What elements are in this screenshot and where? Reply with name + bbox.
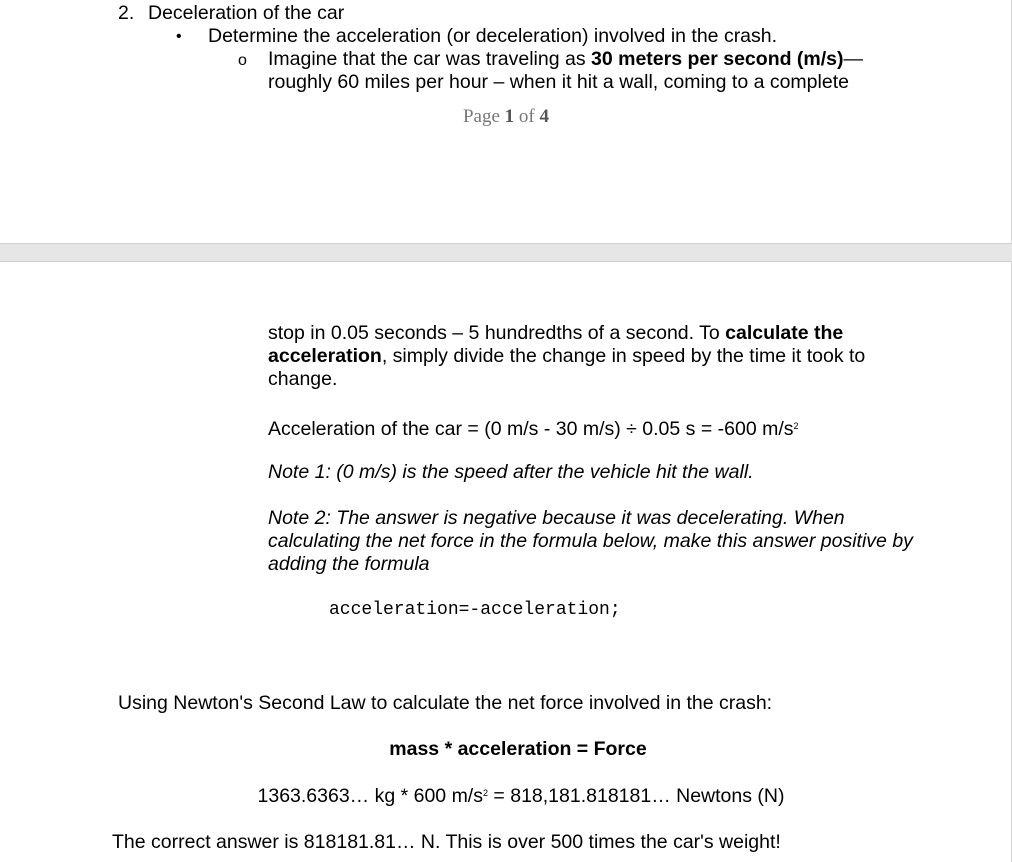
bullet-icon: • xyxy=(176,28,182,45)
paragraph-acceleration: stop in 0.05 seconds – 5 hundredths of a second. To calculate the acceleration, simply divide the change in speed by the time it took to change. xyxy=(268,322,866,390)
note-1: Note 1: (0 m/s) is the speed after the vehicle hit the wall. xyxy=(268,461,754,483)
code-snippet: acceleration=-acceleration; xyxy=(329,600,621,620)
sub-bullet-icon: o xyxy=(238,52,247,69)
page-separator xyxy=(0,243,1012,262)
sub-bullet-line-2: roughly 60 miles per hour – when it hit a wall, coming to a complete xyxy=(268,71,849,93)
document-page-1 xyxy=(0,0,1012,243)
force-formula: mass * acceleration = Force xyxy=(389,738,647,760)
section-heading: Deceleration of the car xyxy=(148,2,345,24)
bullet-text: Determine the acceleration (or deceleration) involved in the crash. xyxy=(208,25,778,47)
acceleration-equation: Acceleration of the car = (0 m/s - 30 m/s) ÷ 0.05 s = -600 $m/s^2$ xyxy=(268,418,799,440)
force-calculation: 1363.6363… kg * 600 $m/s^2$ = 818,181.818181… Newtons (N) xyxy=(257,785,785,807)
sub-bullet-line-1: Imagine that the car was traveling as 30 meters per second (m/s)— xyxy=(268,48,864,70)
page-footer: Page 1 of 4 xyxy=(462,106,549,127)
newton-paragraph: Using Newton's Second Law to calculate the net force involved in the crash: xyxy=(118,692,773,714)
document-page-2 xyxy=(0,262,1012,862)
list-number: 2. xyxy=(118,2,135,24)
answer-text: The correct answer is 818181.81… N. This is over 500 times the car's weight! xyxy=(112,831,781,853)
note-2: Note 2: The answer is negative because it was decelerating. When calculating the net force in the formula below, make this answer positive by adding the formula xyxy=(268,507,913,575)
